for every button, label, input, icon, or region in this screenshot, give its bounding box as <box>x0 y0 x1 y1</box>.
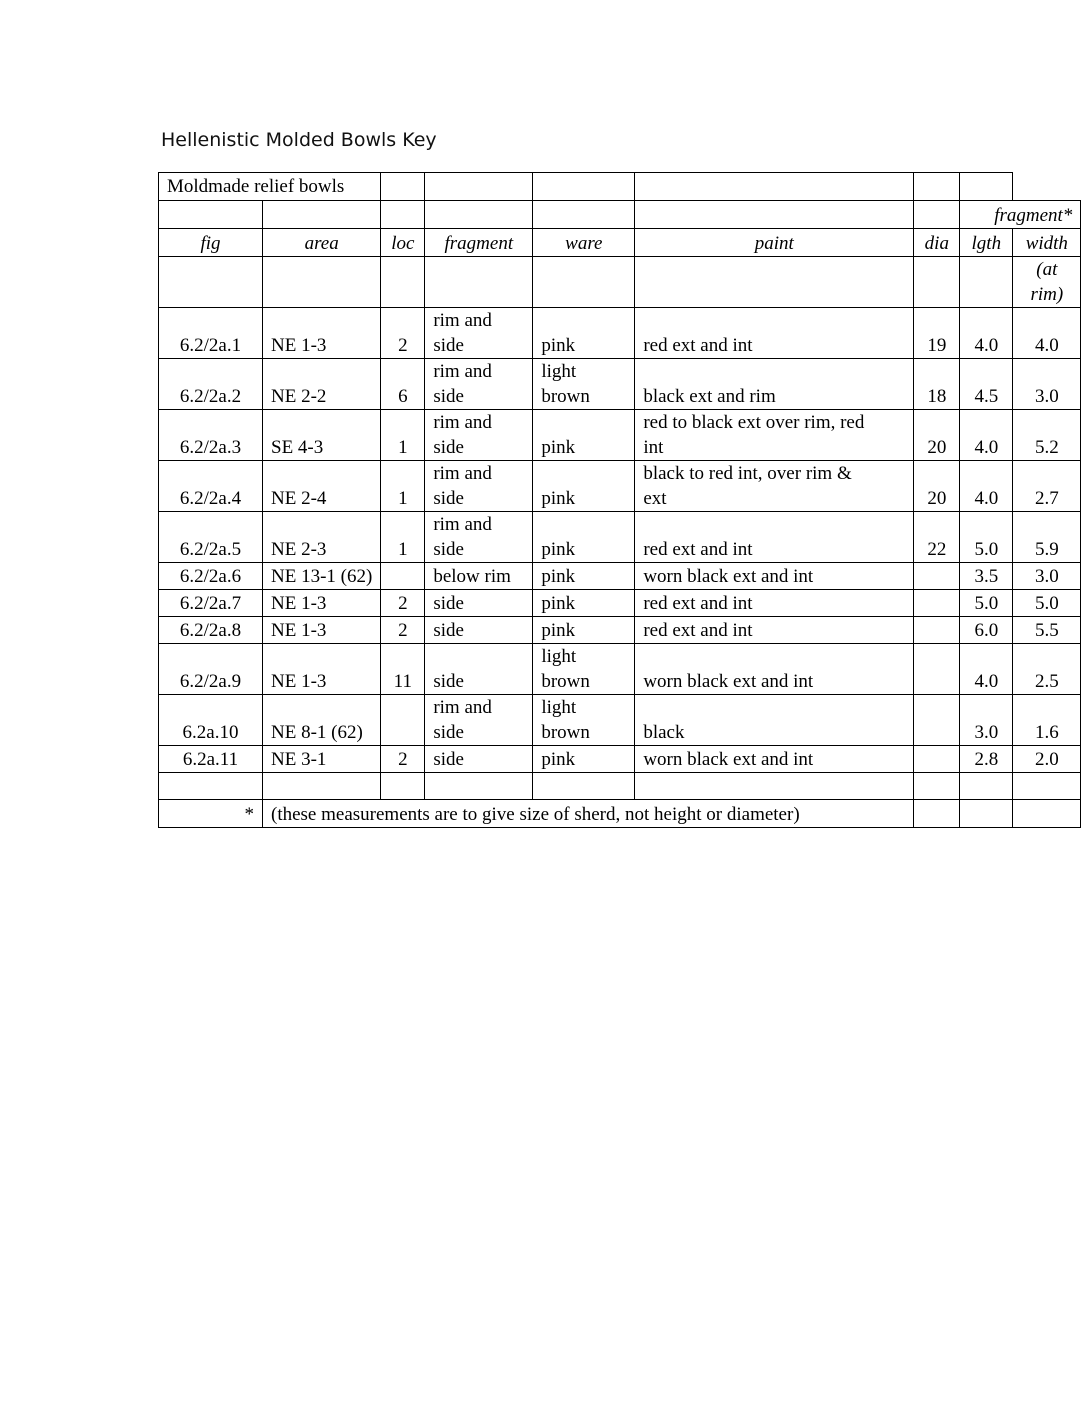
cell-loc: 2 <box>381 590 425 617</box>
fragment-group-header: fragment* <box>960 201 1081 229</box>
cell-dia: 19 <box>914 308 960 359</box>
group-header-row <box>159 201 1081 229</box>
blank-row <box>159 773 1081 800</box>
cell-fragment: rim and side <box>425 308 533 359</box>
cell-fragment: side <box>425 644 533 695</box>
cell-width: 1.6 <box>1013 695 1081 746</box>
footnote-row <box>159 800 1081 828</box>
table-row <box>159 617 1081 644</box>
table-row <box>159 512 1081 563</box>
cell-area: SE 4-3 <box>263 410 381 461</box>
cell-ware: pink <box>533 563 635 590</box>
cell-ware: pink <box>533 617 635 644</box>
cell-width: 2.5 <box>1013 644 1081 695</box>
cell-area: NE 2-2 <box>263 359 381 410</box>
cell-lgth: 5.0 <box>960 512 1013 563</box>
page-title: Hellenistic Molded Bowls Key <box>161 129 437 151</box>
header-paint: paint <box>635 229 914 257</box>
cell-area: NE 2-3 <box>263 512 381 563</box>
column-header-row <box>159 229 1081 257</box>
cell-dia: 20 <box>914 410 960 461</box>
cell-fragment: side <box>425 746 533 773</box>
cell-fragment: rim and side <box>425 410 533 461</box>
cell-loc: 6 <box>381 359 425 410</box>
cell-fig: 6.2/2a.4 <box>159 461 263 512</box>
cell-dia <box>914 695 960 746</box>
table-row <box>159 563 1081 590</box>
cell-ware: pink <box>533 461 635 512</box>
cell-paint: worn black ext and int <box>635 644 914 695</box>
cell-lgth: 5.0 <box>960 590 1013 617</box>
cell-loc: 2 <box>381 617 425 644</box>
cell-loc: 1 <box>381 461 425 512</box>
header-width: width <box>1013 229 1081 257</box>
table-row <box>159 359 1081 410</box>
cell-lgth: 4.0 <box>960 644 1013 695</box>
cell-ware: pink <box>533 410 635 461</box>
table-row <box>159 461 1081 512</box>
cell-lgth: 3.5 <box>960 563 1013 590</box>
caption-row <box>159 173 1081 201</box>
cell-loc: 11 <box>381 644 425 695</box>
cell-fig: 6.2/2a.1 <box>159 308 263 359</box>
cell-width: 5.5 <box>1013 617 1081 644</box>
header-dia: dia <box>914 229 960 257</box>
cell-width: 5.2 <box>1013 410 1081 461</box>
cell-area: NE 8-1 (62) <box>263 695 381 746</box>
cell-paint: black to red int, over rim & ext <box>635 461 914 512</box>
header-fig: fig <box>159 229 263 257</box>
table-row <box>159 695 1081 746</box>
cell-width: 5.9 <box>1013 512 1081 563</box>
cell-loc: 2 <box>381 746 425 773</box>
cell-fragment: rim and side <box>425 512 533 563</box>
cell-width: 5.0 <box>1013 590 1081 617</box>
cell-width: 3.0 <box>1013 563 1081 590</box>
cell-fig: 6.2a.11 <box>159 746 263 773</box>
table-row <box>159 644 1081 695</box>
table-caption: Moldmade relief bowls <box>159 173 381 201</box>
cell-lgth: 6.0 <box>960 617 1013 644</box>
cell-area: NE 2-4 <box>263 461 381 512</box>
table-row <box>159 410 1081 461</box>
cell-width: 4.0 <box>1013 308 1081 359</box>
footnote-text: (these measurements are to give size of sherd, not height or diameter) <box>263 800 914 828</box>
cell-lgth: 4.5 <box>960 359 1013 410</box>
cell-width: 2.0 <box>1013 746 1081 773</box>
cell-paint: red ext and int <box>635 590 914 617</box>
cell-paint: worn black ext and int <box>635 746 914 773</box>
cell-area: NE 3-1 <box>263 746 381 773</box>
cell-fragment: side <box>425 617 533 644</box>
cell-fragment: rim and side <box>425 359 533 410</box>
cell-fig: 6.2/2a.2 <box>159 359 263 410</box>
cell-dia: 22 <box>914 512 960 563</box>
cell-paint: red to black ext over rim, red int <box>635 410 914 461</box>
cell-fig: 6.2/2a.3 <box>159 410 263 461</box>
cell-dia: 18 <box>914 359 960 410</box>
cell-dia <box>914 590 960 617</box>
cell-fragment: side <box>425 590 533 617</box>
cell-width: 3.0 <box>1013 359 1081 410</box>
cell-paint: black ext and rim <box>635 359 914 410</box>
cell-fragment: rim and side <box>425 461 533 512</box>
header-lgth: lgth <box>960 229 1013 257</box>
cell-lgth: 4.0 <box>960 461 1013 512</box>
cell-paint: red ext and int <box>635 512 914 563</box>
cell-ware: pink <box>533 746 635 773</box>
cell-dia <box>914 617 960 644</box>
cell-dia: 20 <box>914 461 960 512</box>
cell-fig: 6.2a.10 <box>159 695 263 746</box>
cell-area: NE 13-1 (62) <box>263 563 381 590</box>
header-ware: ware <box>533 229 635 257</box>
table-row <box>159 590 1081 617</box>
cell-lgth: 3.0 <box>960 695 1013 746</box>
cell-area: NE 1-3 <box>263 590 381 617</box>
cell-loc: 1 <box>381 410 425 461</box>
cell-area: NE 1-3 <box>263 308 381 359</box>
cell-dia <box>914 746 960 773</box>
cell-ware: pink <box>533 512 635 563</box>
cell-fragment: below rim <box>425 563 533 590</box>
cell-fig: 6.2/2a.8 <box>159 617 263 644</box>
cell-ware: pink <box>533 590 635 617</box>
cell-paint: black <box>635 695 914 746</box>
bowls-key-table <box>158 172 1081 828</box>
cell-width: 2.7 <box>1013 461 1081 512</box>
cell-fragment: rim and side <box>425 695 533 746</box>
header-width-note: (at rim) <box>1013 257 1081 308</box>
cell-dia <box>914 563 960 590</box>
table-row <box>159 308 1081 359</box>
header-note-row <box>159 257 1081 308</box>
cell-ware: light brown <box>533 695 635 746</box>
cell-fig: 6.2/2a.5 <box>159 512 263 563</box>
cell-lgth: 4.0 <box>960 308 1013 359</box>
cell-lgth: 2.8 <box>960 746 1013 773</box>
header-area: area <box>263 229 381 257</box>
cell-ware: pink <box>533 308 635 359</box>
cell-loc: 1 <box>381 512 425 563</box>
cell-fig: 6.2/2a.9 <box>159 644 263 695</box>
cell-paint: worn black ext and int <box>635 563 914 590</box>
header-fragment: fragment <box>425 229 533 257</box>
table-row <box>159 746 1081 773</box>
cell-loc: 2 <box>381 308 425 359</box>
cell-paint: red ext and int <box>635 617 914 644</box>
cell-fig: 6.2/2a.6 <box>159 563 263 590</box>
cell-paint: red ext and int <box>635 308 914 359</box>
footnote-mark: * <box>159 800 263 828</box>
cell-loc <box>381 695 425 746</box>
cell-dia <box>914 644 960 695</box>
cell-loc <box>381 563 425 590</box>
cell-ware: light brown <box>533 359 635 410</box>
cell-lgth: 4.0 <box>960 410 1013 461</box>
cell-ware: light brown <box>533 644 635 695</box>
cell-area: NE 1-3 <box>263 617 381 644</box>
header-loc: loc <box>381 229 425 257</box>
cell-area: NE 1-3 <box>263 644 381 695</box>
cell-fig: 6.2/2a.7 <box>159 590 263 617</box>
